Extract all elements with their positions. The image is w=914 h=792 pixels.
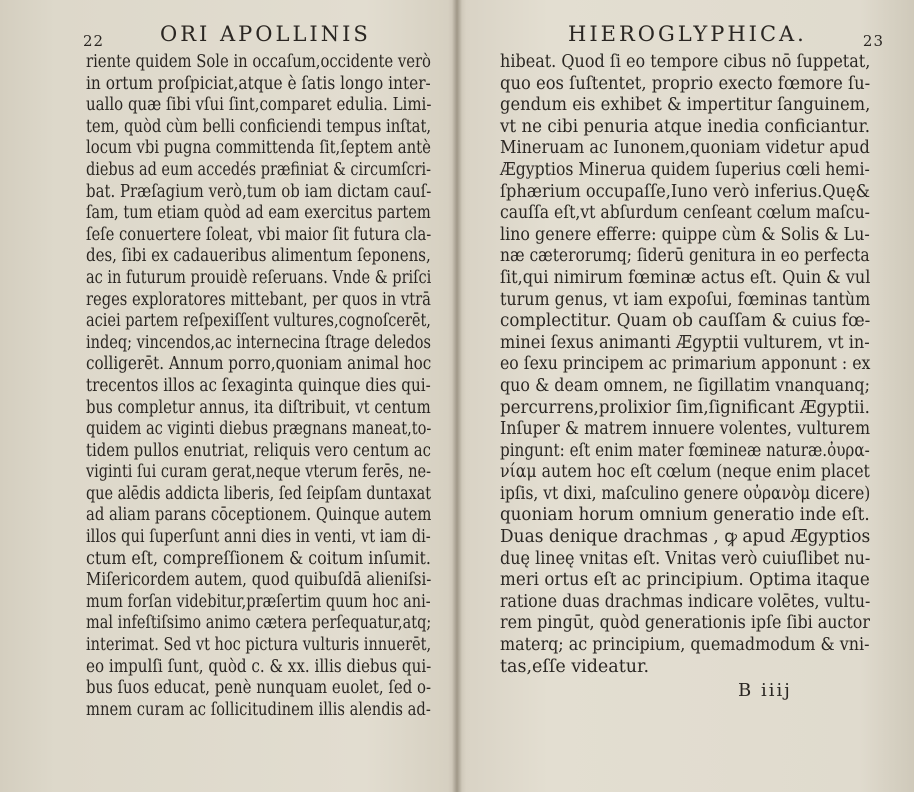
running-head-right: HIEROGLYPHICA. [568,22,807,46]
text-line: ad aliam parans cōceptionem. Quinque autem [86,505,432,526]
text-line: reges exploratores mittebant, per quos in vtrā [86,289,431,310]
text-line: minei ſexus animanti Ægyptii vulturem, vt in- [500,332,870,353]
text-line: tas,eſſe videatur. [500,656,650,677]
text-line: interimat. Sed vt hoc pictura vulturis innuerēt, [86,635,432,656]
text-line: hibeat. Quod ſi eo tempore cibus nō ſuppetat, [500,52,871,72]
text-line: pingunt: eſt enim mater fœmineæ naturæ.ὀυρα- [500,440,870,461]
right-page [458,0,914,792]
text-line: quo & deam omnem, ne ſigillatim vnanquanq; [500,375,870,396]
text-line: diebus ad eum accedés præfiniat & circumſcri- [86,159,431,180]
text-line: turum genus, vt iam expoſui, fœminas tantùm [500,289,871,310]
text-line: des, ſibi ex cadaueribus alimentum ſeponens, [86,246,431,267]
text-line: ipſis, vt dixi, maſculino genere οὐρανὸμ dicere) [500,483,871,504]
text-line: in ortum proſpiciat,atque è ſatis longo inter- [86,73,431,94]
text-line: bus completur annus, ita diſtribuit, vt centum [86,397,431,418]
text-line: νίαμ autem hoc eſt cœlum (neque enim placet [500,462,870,483]
text-line: gendum eis exhibet & impertitur ſanguinem, [500,95,871,116]
left-page [0,0,456,792]
text-line: Duas denique drachmas , ꝙ apud Ægyptios [500,527,871,548]
page-number-right: 23 [862,32,884,50]
text-line: eo impulſi ſunt, quòd c. & xx. illis diebus qui- [86,656,432,677]
signature-mark: B iiij [738,680,792,701]
text-line: illos qui ſuperſunt anni dies in venti, vt iam di- [86,527,431,548]
text-line: mnem curam ac ſollicitudinem illis alendis ad- [86,699,431,720]
text-line: viginti ſui curam gerat,neque vterum ferēs, ne- [86,462,431,483]
running-head-left: ORI APOLLINIS [160,22,371,46]
page-number-left: 22 [83,32,105,50]
text-line: rem pingūt, quòd generationis ipſe ſibi auctor [500,613,871,634]
text-line: tidem pullos enutriat, reliquis vero centum ac [86,440,431,461]
left-page-text [86,52,431,721]
text-line: ratione duas drachmas indicare volētes, vultu- [500,591,871,612]
text-line: quidem ac viginti diebus prægnans maneat,to- [86,419,432,440]
text-line: riente quidem Sole in occaſum,occidente verò [86,52,431,72]
text-line: colligerēt. Annum porro,quoniam animal hoc [86,354,432,375]
text-line: Ægyptios Minerua quidem ſuperius cœli hemi- [500,159,870,180]
text-line: ctum eſt, compreſſionem & coitum inſumit. [86,548,431,569]
text-line: ſphærium occupaſſe,Iuno verò inferius.Quę& [500,181,870,202]
text-line: lino genere efferre: quippe cùm & Solis & Lu- [500,224,870,245]
text-line: percurrens,prolixior ſim,ſignificant Ægyptii. [500,397,870,418]
text-line: quo eos ſuſtentet, proprio execto fœmore ſu- [500,73,871,94]
text-line: uallo quæ ſibi vſui ſint,comparet edulia. Limi- [86,95,432,116]
text-line: aciei partem reſpexiſſent vultures,cognoſcerēt, [86,311,431,332]
text-line: duę lineę vnitas eſt. Vnitas verò cuiuſlibet nu- [500,548,871,569]
text-line: mum forſan videbitur,præſertim quum hoc ani- [86,591,431,612]
text-line: bat. Præſagium verò,tum ob iam dictam cauſ- [86,181,432,202]
text-line: ſam, tum etiam quòd ad eam exercitus partem [86,203,431,224]
text-line: cauſſa eſt,vt abſurdum cenſeant cœlum maſcu- [500,203,870,224]
text-line: ſeſe conuertere ſoleat, vbi maior ſit futura cla- [86,224,432,245]
text-line: complectitur. Quam ob cauſſam & cuius fœ- [500,311,871,332]
text-line: ac in futurum prouidè reſeruans. Vnde & priſci [86,267,432,288]
right-page-text [500,52,870,678]
text-line: bus ſuos educat, penè nunquam euolet, ſed o- [86,678,432,699]
text-line: indeq; vincendos,ac internecina ſtrage deledos [86,332,431,353]
text-line: que alēdis addicta liberis, ſed ſeipſam duntaxat [86,483,432,504]
text-line: eo ſexu principem ac primarium apponunt : ex [500,354,871,375]
text-line: Inſuper & matrem innuere volentes, vulturem [500,419,871,440]
text-line: materq; ac principium, quemadmodum & vni- [500,635,870,656]
text-line: vt ne cibi penuria atque inedia conficiantur. [500,116,871,137]
text-line: Mineruam ac Iunonem,quoniam videtur apud [500,138,870,159]
text-line: locum vbi pugna committenda ſit,ſeptem antè [86,138,431,159]
text-line: næ cæterorumq; ſiderū genitura in eo perfecta [500,246,870,267]
text-line: ſit,qui nimirum fœminæ actus eſt. Quin & vul [500,267,871,288]
text-line: meri ortus eſt ac principium. Optima itaque [500,570,870,591]
text-line: Miſericordem autem, quod quibuſdā alieniſsi- [86,570,432,591]
text-line: quoniam horum omnium generatio inde eſt. [500,505,870,526]
text-line: tem, quòd cùm belli conficiendi tempus inſtat, [86,116,432,137]
text-line: trecentos illos ac ſexaginta quinque dies qui- [86,375,431,396]
text-line: mal infeſtiſsimo animo cætera perſequatur,atq; [86,613,432,634]
